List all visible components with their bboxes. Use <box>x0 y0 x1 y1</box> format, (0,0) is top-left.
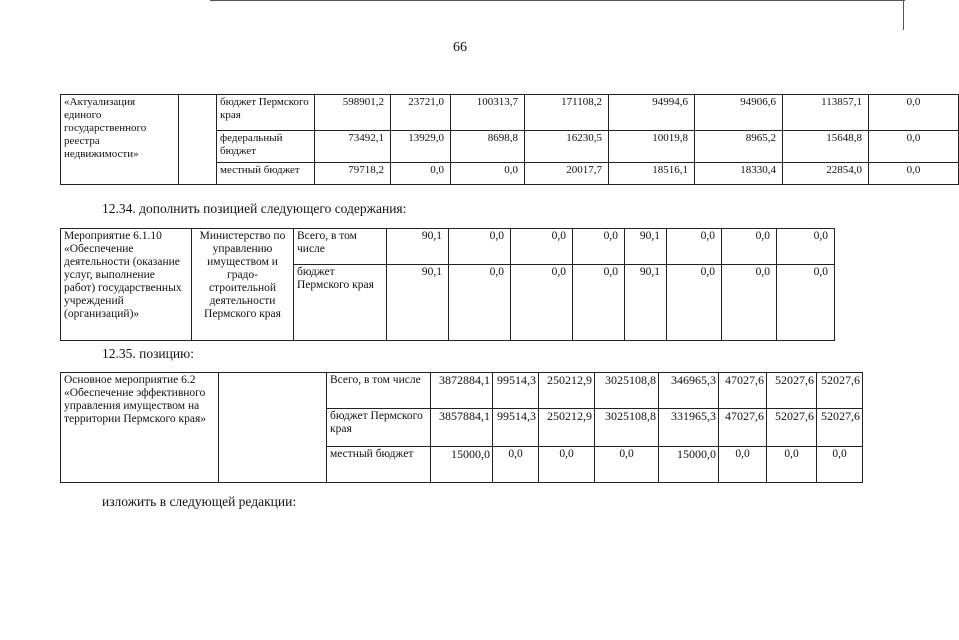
value-cell: 0,0 <box>767 447 817 483</box>
value-cell: 90,1 <box>387 265 449 341</box>
table-row <box>61 95 959 131</box>
value-cell: 0,0 <box>817 447 863 483</box>
value-cell: 8698,8 <box>451 131 525 163</box>
executor-cell: Министерство по управлению имуществом и градо-строительной деятельности Пермского края <box>192 229 294 341</box>
value-cell: 15000,0 <box>659 447 719 483</box>
executor-cell <box>219 373 327 483</box>
value-cell: 90,1 <box>625 229 667 265</box>
value-cell: 0,0 <box>777 265 835 341</box>
value-cell: 0,0 <box>573 229 625 265</box>
event-name-cell: «Актуализация единого государственного реестра недвижимости» <box>61 95 179 185</box>
value-cell: 0,0 <box>391 163 451 185</box>
value-cell: 23721,0 <box>391 95 451 131</box>
value-cell: 0,0 <box>573 265 625 341</box>
event-name-cell: Основное мероприятие 6.2 «Обеспечение эффективного управления имуществом на территории Пермского края» <box>61 373 219 483</box>
value-cell: 0,0 <box>869 131 959 163</box>
value-cell: 0,0 <box>722 229 777 265</box>
amendment-text-12-34: 12.34. дополнить позицией следующего содержания: <box>102 201 407 216</box>
value-cell: 598901,2 <box>315 95 391 131</box>
budget-table-registry <box>60 94 959 185</box>
value-cell: 52027,6 <box>817 409 863 447</box>
budget-table-event-6-2 <box>60 372 863 483</box>
value-cell: 0,0 <box>869 163 959 185</box>
value-cell: 52027,6 <box>767 373 817 409</box>
value-cell: 100313,7 <box>451 95 525 131</box>
amendment-text-new-edition: изложить в следующей редакции: <box>102 494 297 509</box>
value-cell: 3857884,1 <box>431 409 493 447</box>
value-cell: 0,0 <box>719 447 767 483</box>
page-number: 66 <box>453 40 467 55</box>
value-cell: 0,0 <box>449 229 511 265</box>
funding-source-cell: бюджет Пермского края <box>327 409 431 447</box>
value-cell: 0,0 <box>869 95 959 131</box>
funding-source-cell: Всего, в том числе <box>294 229 387 265</box>
value-cell: 113857,1 <box>783 95 869 131</box>
value-cell: 3872884,1 <box>431 373 493 409</box>
funding-source-cell: местный бюджет <box>327 447 431 483</box>
funding-source-cell: бюджет Пермского края <box>294 265 387 341</box>
value-cell: 18516,1 <box>609 163 695 185</box>
budget-table-event-6-1-10 <box>60 228 835 341</box>
value-cell: 20017,7 <box>525 163 609 185</box>
value-cell: 22854,0 <box>783 163 869 185</box>
table-row <box>61 229 835 265</box>
value-cell: 0,0 <box>451 163 525 185</box>
value-cell: 15648,8 <box>783 131 869 163</box>
value-cell: 0,0 <box>511 265 573 341</box>
value-cell: 250212,9 <box>539 373 595 409</box>
value-cell: 0,0 <box>511 229 573 265</box>
value-cell: 8965,2 <box>695 131 783 163</box>
value-cell: 47027,6 <box>719 409 767 447</box>
value-cell: 0,0 <box>667 229 722 265</box>
value-cell: 15000,0 <box>431 447 493 483</box>
value-cell: 0,0 <box>449 265 511 341</box>
value-cell: 3025108,8 <box>595 409 659 447</box>
value-cell: 16230,5 <box>525 131 609 163</box>
value-cell: 94906,6 <box>695 95 783 131</box>
executor-cell <box>179 95 217 185</box>
value-cell: 0,0 <box>493 447 539 483</box>
value-cell: 99514,3 <box>493 373 539 409</box>
funding-source-cell: бюджет Пермского края <box>217 95 315 131</box>
value-cell: 73492,1 <box>315 131 391 163</box>
amendment-text-12-35: 12.35. позицию: <box>102 346 194 361</box>
table-row <box>61 373 863 409</box>
funding-source-cell: Всего, в том числе <box>327 373 431 409</box>
value-cell: 3025108,8 <box>595 373 659 409</box>
value-cell: 99514,3 <box>493 409 539 447</box>
value-cell: 346965,3 <box>659 373 719 409</box>
value-cell: 90,1 <box>387 229 449 265</box>
value-cell: 13929,0 <box>391 131 451 163</box>
value-cell: 52027,6 <box>817 373 863 409</box>
value-cell: 331965,3 <box>659 409 719 447</box>
value-cell: 0,0 <box>595 447 659 483</box>
value-cell: 0,0 <box>539 447 595 483</box>
funding-source-cell: местный бюджет <box>217 163 315 185</box>
page-right-edge <box>903 0 904 30</box>
funding-source-cell: федеральный бюджет <box>217 131 315 163</box>
value-cell: 47027,6 <box>719 373 767 409</box>
event-name-cell: Мероприятие 6.1.10 «Обеспечение деятельности (оказание услуг, выполнение работ) государственных учреждений (организаций)» <box>61 229 192 341</box>
value-cell: 52027,6 <box>767 409 817 447</box>
value-cell: 18330,4 <box>695 163 783 185</box>
value-cell: 171108,2 <box>525 95 609 131</box>
value-cell: 0,0 <box>777 229 835 265</box>
value-cell: 0,0 <box>667 265 722 341</box>
value-cell: 94994,6 <box>609 95 695 131</box>
value-cell: 79718,2 <box>315 163 391 185</box>
page-top-edge <box>210 0 905 1</box>
value-cell: 10019,8 <box>609 131 695 163</box>
value-cell: 90,1 <box>625 265 667 341</box>
value-cell: 0,0 <box>722 265 777 341</box>
value-cell: 250212,9 <box>539 409 595 447</box>
